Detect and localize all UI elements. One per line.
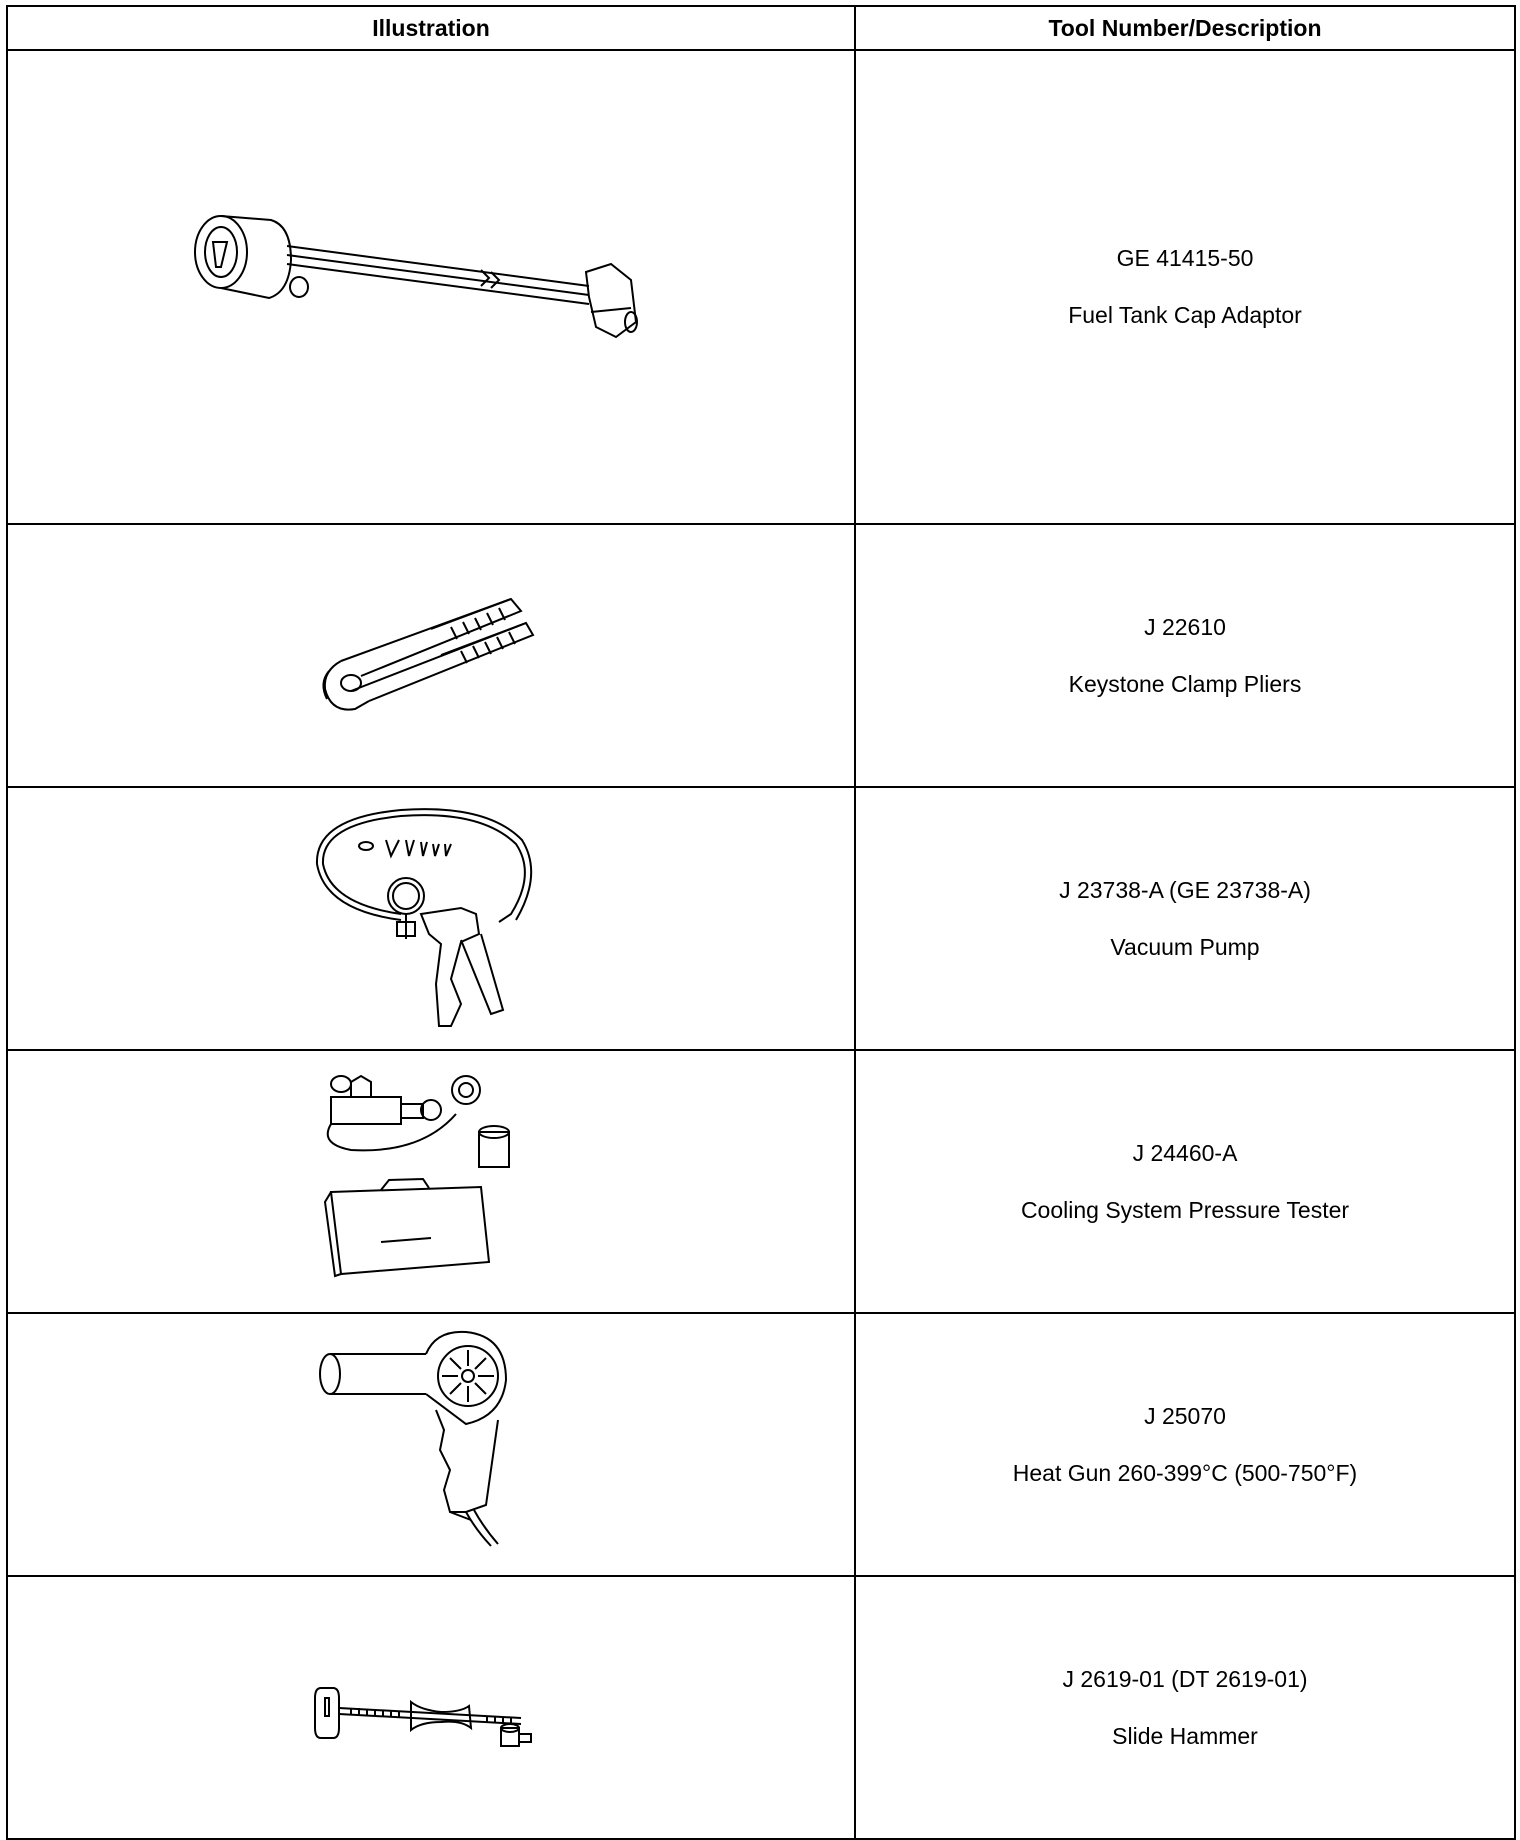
table-row (7, 1576, 1515, 1839)
table-row (7, 1050, 1515, 1313)
tool-description-header: Tool Number/Description (855, 6, 1515, 50)
illustration-cell (7, 1313, 855, 1576)
tool-number: J 24460-A (1132, 1139, 1238, 1166)
tool-name: Fuel Tank Cap Adaptor (1068, 302, 1302, 328)
tool-description-cell (855, 1576, 1515, 1839)
tool-description-cell (855, 787, 1515, 1050)
pressure-tester-icon (311, 1062, 551, 1302)
tool-name: Cooling System Pressure Tester (1020, 1196, 1350, 1223)
special-tools-table (6, 5, 1516, 1840)
illustration-cell (7, 1576, 855, 1839)
tool-number: J 25070 (1144, 1402, 1226, 1429)
tool-name: Vacuum Pump (1110, 933, 1260, 960)
illustration-cell (7, 50, 855, 524)
fuel-tank-cap-adaptor-icon (191, 212, 671, 362)
tool-description-cell (855, 1050, 1515, 1313)
tool-description-cell (855, 1313, 1515, 1576)
tool-number: GE 41415-50 (1116, 245, 1254, 271)
table-row (7, 50, 1515, 524)
illustration-cell (7, 524, 855, 787)
tool-name: Slide Hammer (1112, 1722, 1258, 1749)
tool-description-cell (855, 50, 1515, 524)
illustration-header: Illustration (7, 6, 855, 50)
table-row (7, 524, 1515, 787)
slide-hammer-icon (311, 1668, 551, 1748)
illustration-cell (7, 1050, 855, 1313)
table-row (7, 1313, 1515, 1576)
illustration-cell (7, 787, 855, 1050)
keystone-clamp-pliers-icon (311, 591, 551, 721)
tool-number: J 22610 (1144, 613, 1226, 640)
vacuum-pump-icon (311, 804, 551, 1034)
tool-table-sheet (6, 5, 1514, 1835)
tool-name: Keystone Clamp Pliers (1068, 670, 1302, 697)
table-row (7, 787, 1515, 1050)
heat-gun-icon (316, 1330, 546, 1560)
tool-name: Heat Gun 260-399°C (500-750°F) (1012, 1459, 1358, 1486)
tool-description-cell (855, 524, 1515, 787)
table-header-row (7, 6, 1515, 50)
tool-number: J 2619-01 (DT 2619-01) (1062, 1665, 1308, 1692)
tool-number: J 23738-A (GE 23738-A) (1059, 876, 1311, 903)
